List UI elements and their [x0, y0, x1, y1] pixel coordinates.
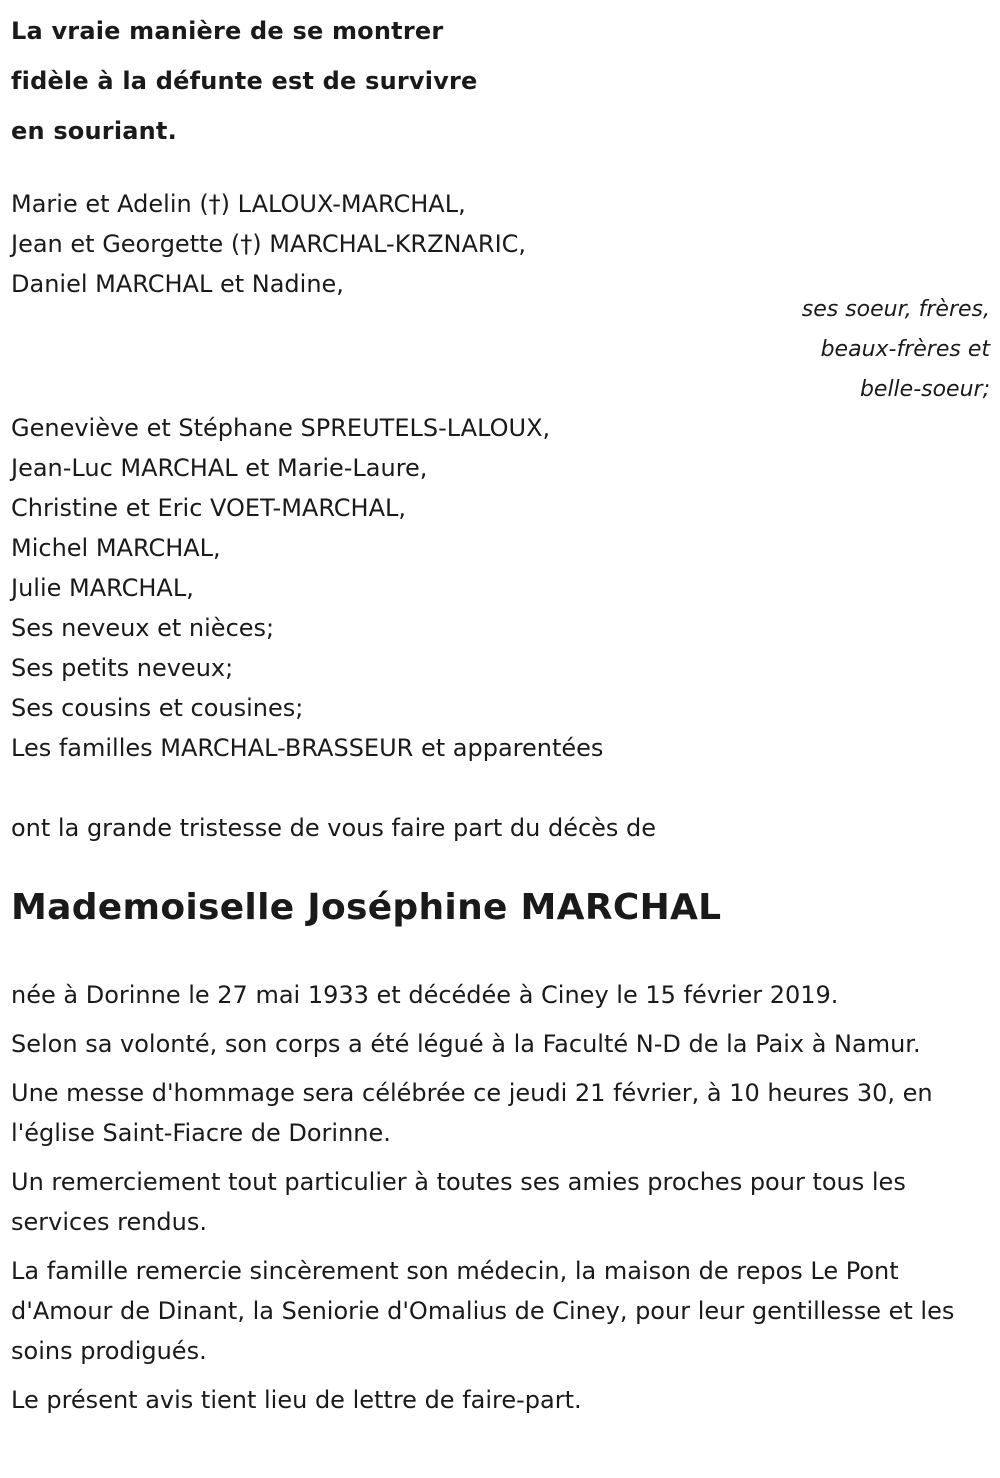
siblings-relation: [590, 290, 990, 410]
detail-paragraph: Selon sa volonté, son corps a été légué à la Faculté N-D de la Paix à Namur.: [11, 1030, 921, 1058]
family-list: [11, 408, 911, 768]
relation-line: belle-soeur;: [859, 377, 990, 402]
detail-paragraph: La famille remercie sincèrement son médecin, la maison de repos Le Pont d'Amour de Dinant, la Seniorie d'Omalius de Ciney, pour leur gentillesse et les soins prodigués.: [11, 1257, 955, 1365]
notice-details: [11, 975, 986, 1429]
detail-paragraph: Une messe d'hommage sera célébrée ce jeudi 21 février, à 10 heures 30, en l'église Saint-Fiacre de Dorinne.: [11, 1079, 933, 1147]
quote-line: fidèle à la défunte est de survivre: [11, 67, 478, 95]
family-line: Ses neveux et nièces;: [11, 614, 275, 642]
family-line: Les familles MARCHAL-BRASSEUR et apparentées: [11, 734, 604, 762]
announcement: ont la grande tristesse de vous faire part du décès de: [11, 814, 657, 842]
deceased-name: Mademoiselle Joséphine MARCHAL: [11, 887, 722, 928]
quote-line: La vraie manière de se montrer: [11, 17, 444, 45]
detail-paragraph: née à Dorinne le 27 mai 1933 et décédée à Ciney le 15 février 2019.: [11, 981, 839, 1009]
family-line: Christine et Eric VOET-MARCHAL,: [11, 494, 407, 522]
siblings-list: [11, 184, 911, 304]
detail-paragraph: Un remerciement tout particulier à toutes ses amies proches pour tous les services rendus.: [11, 1168, 906, 1236]
sibling-line: Jean et Georgette (†) MARCHAL-KRZNARIC,: [11, 230, 527, 258]
family-line: Ses petits neveux;: [11, 654, 234, 682]
family-line: Julie MARCHAL,: [11, 574, 194, 602]
family-line: Geneviève et Stéphane SPREUTELS-LALOUX,: [11, 414, 551, 442]
detail-paragraph: Le présent avis tient lieu de lettre de faire-part.: [11, 1386, 582, 1414]
sibling-line: Daniel MARCHAL et Nadine,: [11, 270, 344, 298]
opening-quote: [11, 6, 711, 156]
relation-line: ses soeur, frères,: [801, 297, 990, 322]
family-line: Jean-Luc MARCHAL et Marie-Laure,: [11, 454, 428, 482]
family-line: Michel MARCHAL,: [11, 534, 221, 562]
family-line: Ses cousins et cousines;: [11, 694, 304, 722]
relation-line: beaux-frères et: [820, 337, 990, 362]
quote-line: en souriant.: [11, 117, 177, 145]
sibling-line: Marie et Adelin (†) LALOUX-MARCHAL,: [11, 190, 466, 218]
